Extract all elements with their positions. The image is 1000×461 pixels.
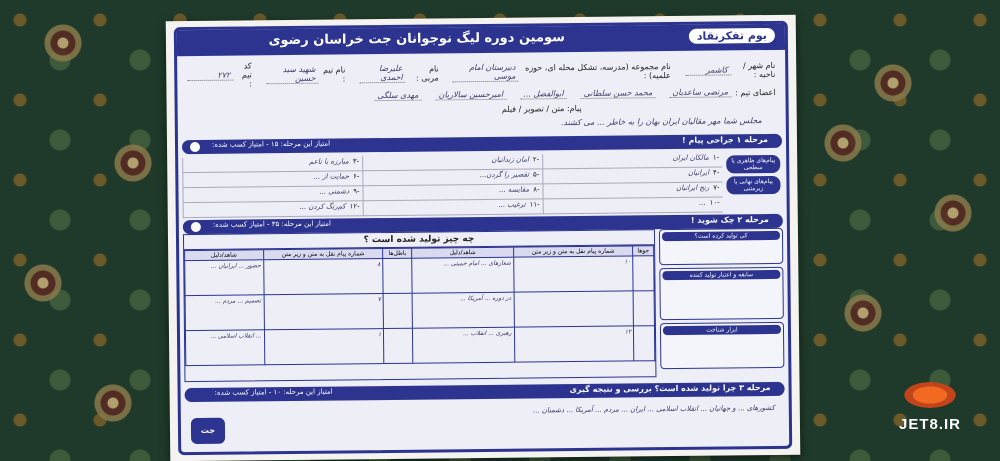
cell-text: امان زندانیان <box>491 155 529 164</box>
form-header <box>177 24 785 56</box>
field-value: دبیرستان امام موسی <box>453 63 519 83</box>
message-row <box>182 102 782 138</box>
cell-text: مالکان ایران <box>672 153 709 163</box>
form-sheet <box>166 15 801 461</box>
cell-text: حمایت از ... <box>313 172 350 181</box>
team-member: مرتضی ساعدیان <box>669 87 731 98</box>
message-text: مجلس شما مهر مقالیان ایران بهان را به خاطر ... می کشند. <box>560 116 762 128</box>
producer-box <box>659 228 783 265</box>
field-label: نام شهر / ناحیه : <box>742 60 776 79</box>
brand-label: بوم تفکرنقاد <box>689 28 775 44</box>
cell-number: -۸ <box>533 185 540 194</box>
team-info <box>181 54 781 106</box>
stage1-score: امتیاز این مرحله: ۱۵ - امتیاز کسب شده: <box>211 139 331 149</box>
cell-text: مقایسه ... <box>498 185 530 194</box>
cell-text: ایرانیان <box>687 168 710 177</box>
stage1-title: مرحله ۱ جراحی پیام ! <box>681 135 769 145</box>
stage3-bar <box>185 382 785 402</box>
stage1-side <box>724 152 783 213</box>
cell-text: دشمنی ... <box>319 187 350 196</box>
cell-number: -۷ <box>713 183 720 192</box>
cell-number: -۱۲ <box>349 202 360 211</box>
tools-title: ابزار شناخت <box>663 325 781 335</box>
stage3-body <box>185 400 785 448</box>
col-header: جوها <box>633 246 654 256</box>
row-evidence: در دوره ... آمریکا ... <box>412 292 514 328</box>
stage1-cell <box>363 199 543 216</box>
row-bad: ۷ <box>264 294 384 330</box>
jet8-logo-icon <box>900 380 960 410</box>
team-member: مهدی سلگی <box>374 91 422 101</box>
cell-number: -۴ <box>712 168 720 177</box>
cell-number: -۱ <box>712 153 720 162</box>
producer-title: کی تولید کرده است؟ <box>662 231 780 241</box>
stage3-title: مرحله ۳ چرا تولید شده است؟ بررسی و نتیجه گیری <box>569 382 771 395</box>
col-header: شاهد/دلیل <box>185 250 264 261</box>
stage2-question: چه چیز تولید شده است ؟ <box>184 230 654 250</box>
row-evidence: رهبری ... انقلاب ... <box>413 327 515 363</box>
stage1-cell <box>543 197 723 214</box>
col-header: شماره پیام نقل به متن و زیر متن <box>513 246 633 257</box>
row-num <box>514 291 634 327</box>
col-header: شماره پیام نقل به متن و زیر متن <box>263 249 383 260</box>
cell-text: مبارزه با ناعم <box>308 157 349 166</box>
message-label: پیام: متن / تصویر / فیلم <box>501 103 582 114</box>
evidence-table <box>184 245 655 366</box>
row-bad-evidence: حضور ... ایرانیان ... <box>185 260 264 296</box>
tools-box <box>660 322 784 369</box>
field-label: کد تیم : <box>241 61 252 89</box>
col-header: شاهد/دلیل <box>412 247 513 258</box>
score-circle <box>191 222 201 232</box>
cell-number: -۹ <box>353 187 360 196</box>
cell-text: ... <box>698 198 706 207</box>
watermark-text: JET8.IR <box>898 416 962 433</box>
field-value: کاشمر <box>685 65 731 75</box>
cell-number: -۶ <box>353 172 360 181</box>
hidden-messages-label: پیام‌های نهانی یا زیرمتنی <box>726 176 780 195</box>
field-value: شهید سید حسین <box>266 65 319 85</box>
row-bad-evidence: تصمیم ... مردم ... <box>185 295 264 331</box>
team-member: محمد حسن سلطانی <box>581 88 656 99</box>
row-bad: ۱ <box>264 329 384 365</box>
stage3-score: امتیاز این مرحله: ۱۰ - امتیاز کسب شده: <box>214 387 333 397</box>
score-circle <box>190 142 200 152</box>
stage3-text: کشورهای ... و جهانیان ... انقلاب اسلامی ... ایران ... مردم ... آمریکا ... دشمنان ... <box>532 403 775 415</box>
stage2-body <box>183 228 785 382</box>
field-value: علیرضا احمدی <box>359 64 405 83</box>
team-member: امیرحسین سالاریان <box>435 90 506 101</box>
cell-number: -۱۰ <box>709 198 720 207</box>
cell-number: -۵ <box>532 170 540 179</box>
table-row <box>185 256 654 296</box>
watermark <box>880 380 980 433</box>
stage1-body <box>182 152 783 218</box>
stage1-grid <box>182 152 723 218</box>
stage2-title: مرحله ۲ چک شوید ! <box>690 215 769 225</box>
cell-text: ترغیب ... <box>498 200 526 209</box>
row-num: ۱۰ <box>513 256 633 292</box>
cell-number: -۳ <box>352 157 360 166</box>
stage2-score: امتیاز این مرحله: ۳۵ - امتیاز کسب شده: <box>212 219 331 229</box>
stage1-cell <box>183 201 363 218</box>
cell-text: کم‌رنگ کردن ... <box>299 202 346 211</box>
form-frame <box>174 21 792 455</box>
surface-messages-label: پیام‌های ظاهری یا سطحی <box>726 155 780 174</box>
stage2-table-area <box>183 229 657 382</box>
stage2-side <box>659 228 785 377</box>
table-row <box>185 326 654 366</box>
cell-number: -۱۱ <box>529 200 540 209</box>
row-bad-evidence: ... انقلاب اسلامی ... <box>185 330 264 366</box>
field-label: نام مجموعه (مدرسه، تشکل محله ای، حوزه علمیه) : <box>525 61 671 80</box>
row-bad: ۸ <box>263 259 383 295</box>
producer-history-box <box>659 267 784 320</box>
form-title: سومین دوره لیگ نوجوانان جت خراسان رضوی <box>268 30 565 49</box>
producer-history-title: سابقه و اعتبار تولید کننده <box>662 270 780 280</box>
row-num: ۱۲ <box>514 326 634 362</box>
cell-number: -۲ <box>532 155 540 164</box>
field-label: نام تیم : <box>323 64 346 83</box>
col-header: باطل‌ها <box>383 248 412 258</box>
cell-text: تقصیر را گردن... <box>479 170 530 180</box>
field-label: نام مربی : <box>415 63 439 83</box>
cell-text: رنج ایرانیان <box>676 183 710 192</box>
table-row <box>185 291 654 331</box>
row-evidence: شعارهای ... امام خمینی ... <box>412 257 514 293</box>
team-member: ابوالفضل ... <box>520 89 567 99</box>
jet-logo: جت <box>191 418 225 444</box>
field-label: اعضای تیم : <box>735 87 776 97</box>
field-value: ۲۷۲ <box>187 70 233 80</box>
